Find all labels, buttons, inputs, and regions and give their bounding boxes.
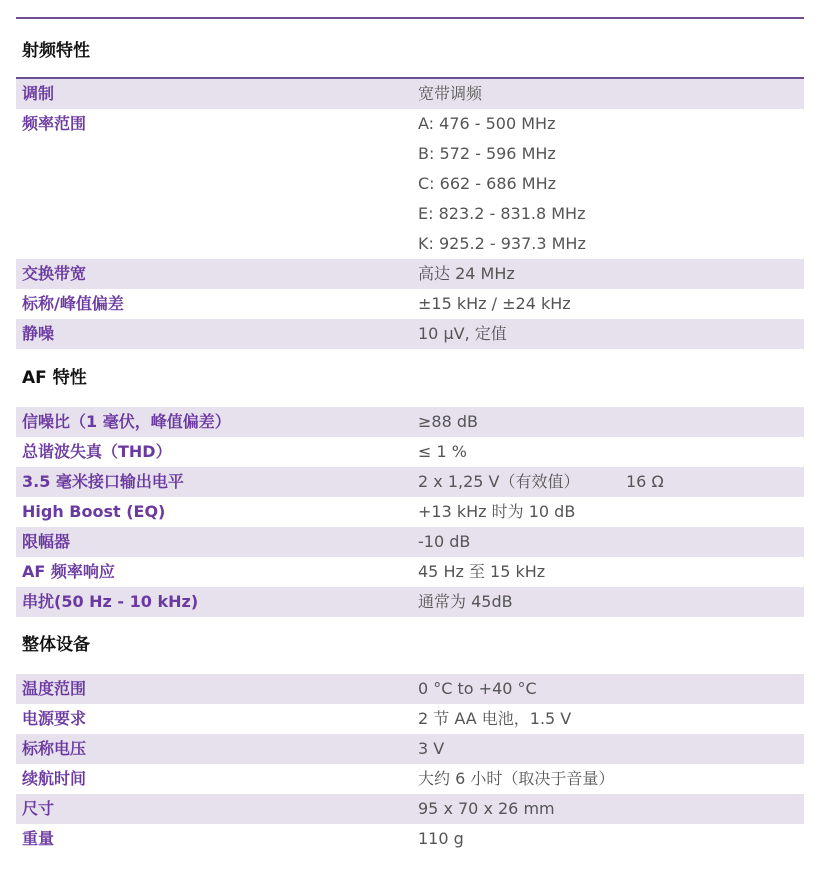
spec-value: 10 µV, 定值 — [418, 324, 507, 343]
spec-label: 标称电压 — [22, 739, 87, 758]
spec-value: 大约 6 小时（取决于音量） — [418, 769, 615, 788]
spec-label: 3.5 毫米接口输出电平 — [22, 472, 184, 491]
spec-row-frequency-range — [16, 139, 804, 169]
spec-row-crosstalk — [16, 587, 804, 617]
spec-row-nominal-voltage — [16, 734, 804, 764]
spec-value: +13 kHz 时为 10 dB — [418, 502, 576, 521]
spec-row-frequency-response — [16, 557, 804, 587]
spec-value: 110 g — [418, 829, 464, 848]
spec-value: -10 dB — [418, 532, 471, 551]
spec-row-frequency-range — [16, 199, 804, 229]
af-spec-table — [16, 407, 804, 617]
spec-row-squelch — [16, 319, 804, 349]
rf-spec-table — [16, 77, 804, 349]
top-rule — [16, 17, 804, 19]
spec-row-limiter — [16, 527, 804, 557]
section-title-af: AF 特性 — [22, 368, 87, 388]
spec-label: 限幅器 — [22, 532, 71, 551]
spec-value: 95 x 70 x 26 mm — [418, 799, 555, 818]
spec-row-switching-bandwidth — [16, 259, 804, 289]
spec-row-deviation — [16, 289, 804, 319]
spec-value-impedance: 16 Ω — [626, 472, 664, 491]
spec-row-battery-life — [16, 764, 804, 794]
spec-row-frequency-range — [16, 109, 804, 139]
spec-value: ±15 kHz / ±24 kHz — [418, 294, 571, 313]
spec-value: A: 476 - 500 MHz — [418, 114, 556, 133]
spec-label: 尺寸 — [22, 799, 55, 818]
spec-value: E: 823.2 - 831.8 MHz — [418, 204, 586, 223]
spec-label: 续航时间 — [22, 769, 87, 788]
spec-value: 3 V — [418, 739, 445, 758]
spec-value: 0 °C to +40 °C — [418, 679, 537, 698]
spec-value: C: 662 - 686 MHz — [418, 174, 556, 193]
device-spec-table — [16, 674, 804, 854]
spec-label: 静噪 — [22, 324, 55, 343]
spec-value: 45 Hz 至 15 kHz — [418, 562, 546, 581]
spec-row-output-level — [16, 467, 804, 497]
spec-value: 宽带调频 — [418, 84, 483, 103]
spec-label: High Boost (EQ) — [22, 502, 166, 521]
spec-value: K: 925.2 - 937.3 MHz — [418, 234, 586, 253]
spec-row-weight — [16, 824, 804, 854]
spec-label: 调制 — [22, 84, 55, 103]
spec-row-frequency-range — [16, 229, 804, 259]
spec-value: 2 x 1,25 V（有效值） — [418, 472, 580, 491]
spec-value: ≤ 1 % — [418, 442, 467, 461]
spec-label: 电源要求 — [22, 709, 87, 728]
spec-label: 温度范围 — [22, 679, 87, 698]
spec-row-thd — [16, 437, 804, 467]
spec-row-frequency-range — [16, 169, 804, 199]
spec-row-snr — [16, 407, 804, 437]
spec-label: 标称/峰值偏差 — [22, 294, 124, 313]
spec-label: 串扰(50 Hz - 10 kHz) — [22, 592, 199, 611]
spec-row-modulation — [16, 79, 804, 109]
spec-value: 高达 24 MHz — [418, 264, 515, 283]
spec-value: 2 节 AA 电池，1.5 V — [418, 709, 572, 728]
spec-row-high-boost — [16, 497, 804, 527]
spec-label: 频率范围 — [22, 114, 87, 133]
spec-label: AF 频率响应 — [22, 562, 115, 581]
section-title-device: 整体设备 — [22, 635, 90, 655]
spec-row-temperature — [16, 674, 804, 704]
spec-label: 信噪比（1 毫伏，峰值偏差） — [22, 412, 231, 431]
section-title-rf: 射频特性 — [22, 41, 90, 61]
spec-value: ≥88 dB — [418, 412, 478, 431]
spec-row-dimensions — [16, 794, 804, 824]
spec-label: 交换带宽 — [22, 264, 87, 283]
spec-label: 重量 — [22, 829, 55, 848]
spec-value: B: 572 - 596 MHz — [418, 144, 556, 163]
spec-label: 总谐波失真（THD） — [22, 442, 172, 461]
spec-value: 通常为 45dB — [418, 592, 513, 611]
spec-row-power — [16, 704, 804, 734]
